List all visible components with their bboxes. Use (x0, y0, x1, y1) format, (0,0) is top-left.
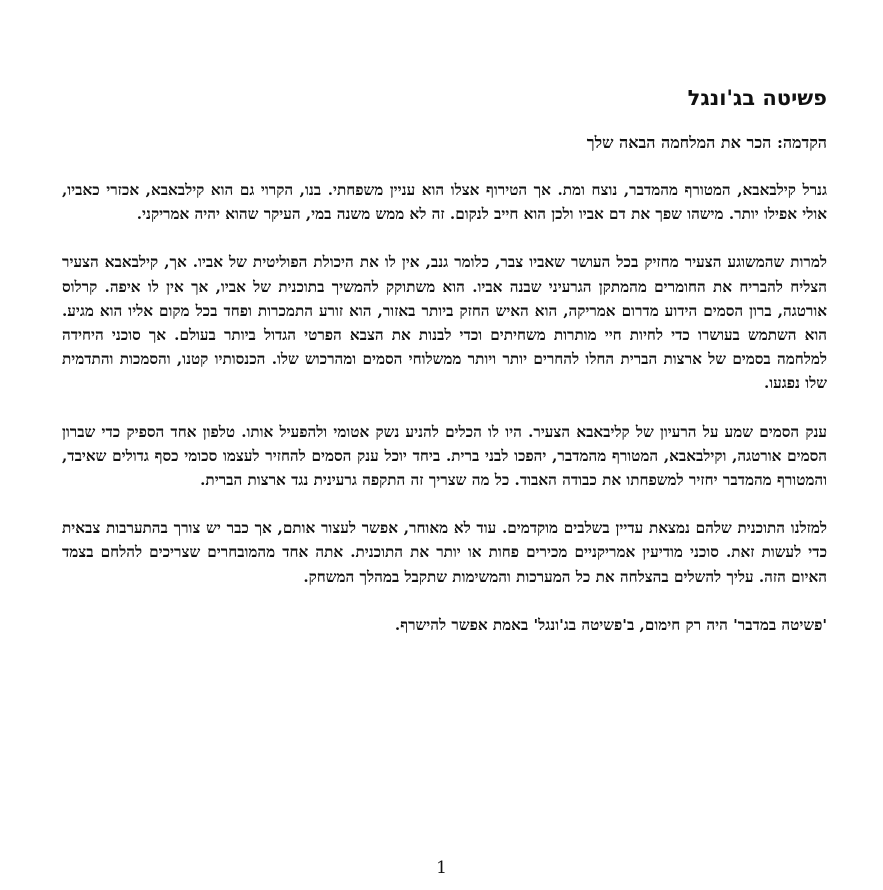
intro-heading: הקדמה: הכר את המלחמה הבאה שלך (586, 133, 827, 152)
paragraph-1: גנרל קילבאבא, המטורף מהמדבר, נוצח ומת. אך הטירוף אצלו הוא עניין משפחתי. בנו, הקרוי גם הוא קילבאבא, אכזרי כאביו, אולי אפילו יותר. מישהו שפך את דם אביו ולכן הוא חייב לנקום. זה לא ממש משנה במי, העיקר שהוא יהיה אמריקני. (62, 181, 827, 224)
closing-line: 'פשיטה במדבר' היה רק חימום, ב'פשיטה בג'ונגל' באמת אפשר להישרף. (394, 615, 827, 634)
paragraph-2: למרות שהמשוגע הצעיר מחזיק בכל העושר שאביו צבר, כלומר גנב, אין לו את היכולת הפוליטית של אביו. אך, קילבאבא הצעיר הצליח להבריח את החומרים מהמתקן הגרעיני שבנה אביו. הוא משתוקק להמשיך בתוכנית של אביו, אך אין לו איפה. קרלוס אורטגה, ברון הסמים הידוע מדרום אמריקה, הוא האיש החזק ביותר באזור, הוא זורע התמכרות ופחד בכל מקום אליו הוא מגיע. הוא השתמש בעושרו כדי לחיות חיי מותרות משחיתים וכדי לבנות את הצבא הפרטי הגדול ביותר בעולם. אך סוכני היחידה למלחמה בסמים של ארצות הברית החלו להחרים יותר ויותר ממשלוחי הסמים ומהרכוש שלו. הכנסותיו קטנו, והסמכות והתדמית שלו נפגעו. (62, 253, 827, 393)
page-number: 1 (436, 858, 447, 878)
page-title: פשיטה בג'ונגל (687, 86, 827, 110)
paragraph-4: למזלנו התוכנית שלהם נמצאת עדיין בשלבים מוקדמים. עוד לא מאוחר, אפשר לעצור אותם, אך כבר יש צורך בהתערבות צבאית כדי לעשות זאת. סוכני מודיעין אמריקניים מכירים פחות או יותר את התוכנית. אתה אחד מהמובחרים שצריכים להלחם בצמד האיום הזה. עליך להשלים בהצלחה את כל המערכות והמשימות שתקבל במהלך המשחק. (62, 519, 827, 586)
paragraph-3: ענק הסמים שמע על הרעיון של קליבאבא הצעיר. היו לו הכלים להניע נשק אטומי ולהפעיל אותו. טלפון אחד הספיק כדי שברון הסמים אורטגה, וקילבאבא, המטורף מהמדבר, יהפכו לבני ברית. ביחד יוכל ענק הסמים להחזיר לעצמו סכומי כסף גדולים שאיבד, והמטורף מהמדבר יחזיר למשפחתו את כבודה האבוד. כל מה שצריך זה התקפה גרעינית נגד ארצות הברית. (62, 422, 827, 490)
page-content (62, 84, 827, 637)
